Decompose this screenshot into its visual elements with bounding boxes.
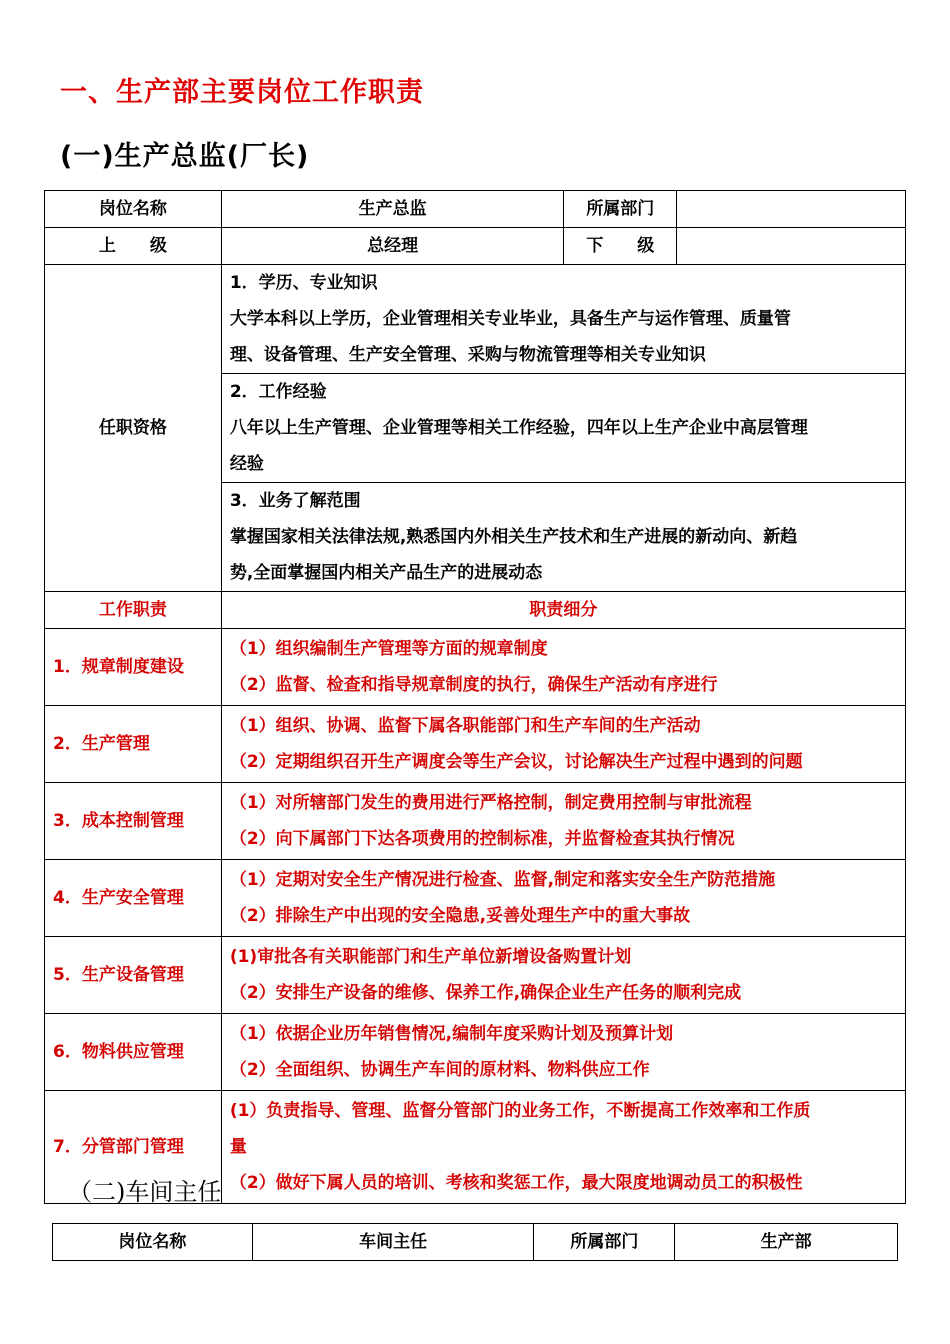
duty-line: （1）组织编制生产管理等方面的规章制度 <box>229 639 548 659</box>
duty-line: （1）定期对安全生产情况进行检查、监督,制定和落实安全生产防范措施 <box>229 870 776 890</box>
detail-header: 职责细分 <box>221 592 905 629</box>
subordinate-value <box>677 228 906 265</box>
duty-line: （1）对所辖部门发生的费用进行严格控制，制定费用控制与审批流程 <box>229 793 752 813</box>
duty-line: （2）定期组织召开生产调度会等生产会议，讨论解决生产过程中遇到的问题 <box>229 752 803 772</box>
qualification-title: 3．业务了解范围 <box>229 491 361 511</box>
post-name-label: 岗位名称 <box>45 191 222 228</box>
qualification-label: 任职资格 <box>45 265 222 592</box>
workshop-director-table <box>52 1223 898 1261</box>
qualification-text: 理、设备管理、生产安全管理、采购与物流管理等相关专业知识 <box>229 345 706 365</box>
duty-line: （2）监督、检查和指导规章制度的执行，确保生产活动有序进行 <box>229 675 718 695</box>
duty-details <box>221 629 905 706</box>
department-label: 所属部门 <box>564 191 677 228</box>
qualification-title: 1．学历、专业知识 <box>229 273 378 293</box>
duty-line: (1)审批各有关职能部门和生产单位新增设备购置计划 <box>229 947 632 967</box>
qualification-item <box>221 374 905 483</box>
subsection-title-workshop-director: （二)车间主任 <box>68 1178 222 1206</box>
duty-details <box>221 937 905 1014</box>
duty-line: （1）组织、协调、监督下属各职能部门和生产车间的生产活动 <box>229 716 701 736</box>
subsection-title-production-director: (一)生产总监(厂长) <box>60 141 310 172</box>
subordinate-label: 下 级 <box>564 228 677 265</box>
qualification-text: 大学本科以上学历，企业管理相关专业毕业，具备生产与运作管理、质量管 <box>229 309 791 329</box>
qualification-text: 掌握国家相关法律法规,熟悉国内外相关生产技术和生产进展的新动向、新趋 <box>229 527 798 547</box>
duty-details <box>221 783 905 860</box>
superior-label: 上 级 <box>45 228 222 265</box>
duty-line: （2）安排生产设备的维修、保养工作,确保企业生产任务的顺利完成 <box>229 983 742 1003</box>
duty-line: （2）向下属部门下达各项费用的控制标准，并监督检查其执行情况 <box>229 829 735 849</box>
qualification-item <box>221 265 905 374</box>
qualification-text: 经验 <box>229 454 264 474</box>
duty-line: （2）排除生产中出现的安全隐患,妥善处理生产中的重大事故 <box>229 906 691 926</box>
duty-line: (1）负责指导、管理、监督分管部门的业务工作，不断提高工作效率和工作质 <box>229 1101 811 1121</box>
duty-details <box>221 1014 905 1091</box>
duty-header: 工作职责 <box>45 592 222 629</box>
duty-name: 6．物料供应管理 <box>45 1014 222 1091</box>
post-name-label: 岗位名称 <box>53 1224 253 1261</box>
duty-details <box>221 860 905 937</box>
duty-line: （2）做好下属人员的培训、考核和奖惩工作，最大限度地调动员工的积极性 <box>229 1173 803 1193</box>
duty-line: （2）全面组织、协调生产车间的原材料、物料供应工作 <box>229 1060 650 1080</box>
qualification-text: 势,全面掌握国内相关产品生产的进展动态 <box>229 563 543 583</box>
qualification-item <box>221 483 905 592</box>
post-name-value: 车间主任 <box>252 1224 534 1261</box>
duty-line: （1）依据企业历年销售情况,编制年度采购计划及预算计划 <box>229 1024 674 1044</box>
production-director-table <box>44 190 906 1204</box>
department-label: 所属部门 <box>534 1224 675 1261</box>
duty-details <box>221 706 905 783</box>
duty-name: 2．生产管理 <box>45 706 222 783</box>
duty-name: 3．成本控制管理 <box>45 783 222 860</box>
qualification-title: 2．工作经验 <box>229 382 327 402</box>
duty-name: 1．规章制度建设 <box>45 629 222 706</box>
duty-name: 4．生产安全管理 <box>45 860 222 937</box>
duty-line: 量 <box>229 1137 247 1157</box>
post-name-value: 生产总监 <box>221 191 564 228</box>
duty-name: 7．分管部门管理 <box>45 1091 222 1204</box>
duty-name: 5．生产设备管理 <box>45 937 222 1014</box>
duty-details <box>221 1091 905 1204</box>
section-title: 一、生产部主要岗位工作职责 <box>60 77 424 108</box>
qualification-text: 八年以上生产管理、企业管理等相关工作经验，四年以上生产企业中高层管理 <box>229 418 808 438</box>
department-value: 生产部 <box>675 1224 898 1261</box>
superior-value: 总经理 <box>221 228 564 265</box>
department-value <box>677 191 906 228</box>
